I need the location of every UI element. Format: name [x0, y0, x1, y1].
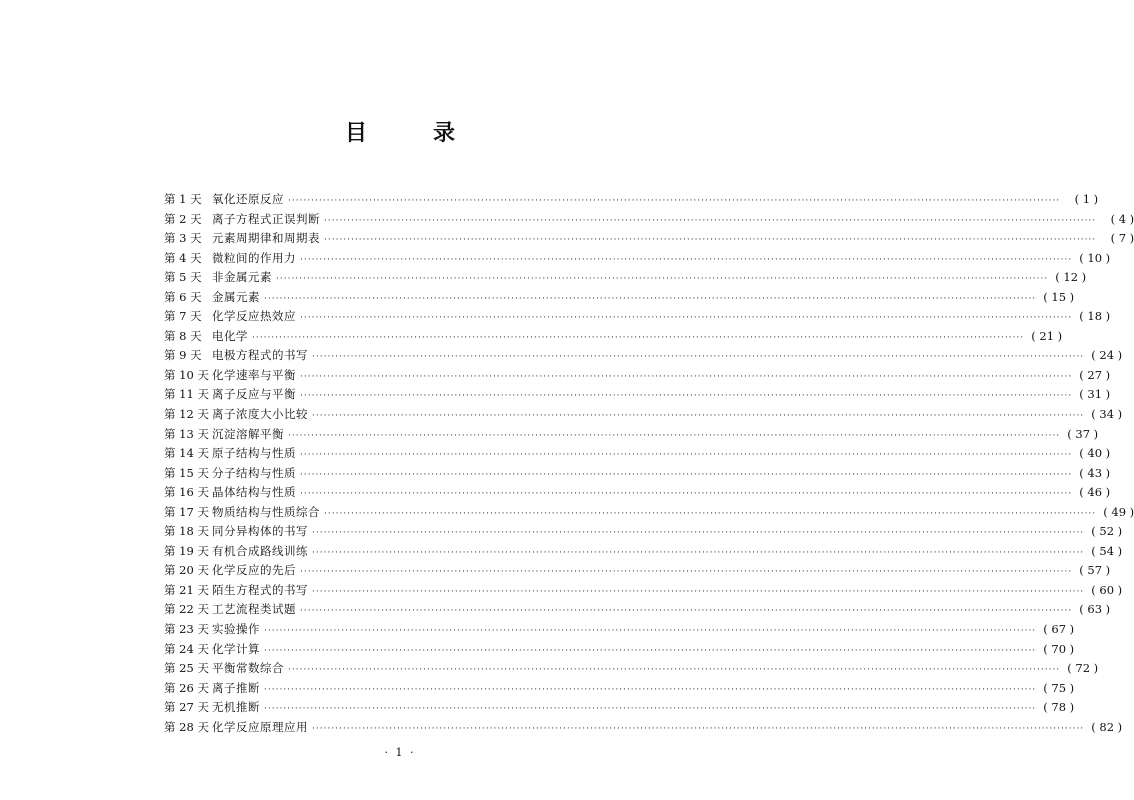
toc-entry-title: 离子反应与平衡: [212, 387, 296, 402]
toc-entry-title: 晶体结构与性质: [212, 485, 296, 500]
toc-dot-leader: ········································································································································································································: [312, 411, 1085, 422]
toc-page-number: ( 43 ): [1079, 465, 1111, 480]
toc-entry[interactable]: [164, 484, 1111, 504]
toc-entry[interactable]: [164, 641, 1075, 661]
toc-dot-leader: ········································································································································································································: [300, 450, 1073, 461]
toc-entry[interactable]: [164, 621, 1075, 641]
toc-day-label: 第 19 天: [164, 543, 209, 558]
toc-dot-leader: ········································································································································································································: [276, 274, 1049, 285]
toc-entry-title: 离子方程式正误判断: [212, 211, 320, 226]
toc-entry[interactable]: [164, 406, 1123, 426]
toc-day-label: 第 20 天: [164, 563, 209, 578]
toc-entry[interactable]: [164, 347, 1123, 367]
toc-dot-leader: ········································································································································································································: [300, 606, 1073, 617]
toc-page-number: ( 63 ): [1079, 602, 1111, 617]
toc-day-label: 第 24 天: [164, 641, 209, 656]
toc-entry-title: 电极方程式的书写: [212, 348, 308, 363]
toc-page-number: ( 10 ): [1079, 250, 1111, 265]
toc-entry[interactable]: [164, 660, 1099, 680]
toc-page-number: ( 40 ): [1079, 446, 1111, 461]
toc-entry-title: 化学反应热效应: [212, 309, 296, 324]
toc-dot-leader: ········································································································································································································: [312, 528, 1085, 539]
toc-dot-leader: ········································································································································································································: [288, 430, 1061, 441]
toc-day-label: 第 17 天: [164, 504, 209, 519]
toc-day-label: 第 22 天: [164, 602, 209, 617]
toc-entry-title: 化学反应的先后: [212, 563, 296, 578]
toc-entry-title: 实验操作: [212, 622, 260, 637]
toc-entry[interactable]: [164, 523, 1123, 543]
toc-page-number: ( 18 ): [1079, 309, 1111, 324]
toc-entry[interactable]: [164, 308, 1111, 328]
toc-entry[interactable]: [164, 191, 1099, 211]
toc-page-number: ( 24 ): [1091, 348, 1123, 363]
toc-entry-title: 金属元素: [212, 289, 260, 304]
toc-day-label: 第 25 天: [164, 661, 209, 676]
toc-page-number: ( 34 ): [1091, 407, 1123, 422]
toc-page-number: ( 4 ): [1110, 211, 1134, 226]
toc-entry[interactable]: [164, 582, 1123, 602]
toc-day-label: 第 15 天: [164, 465, 209, 480]
toc-dot-leader: ········································································································································································································: [324, 235, 1097, 246]
toc-dot-leader: ········································································································································································································: [324, 508, 1097, 519]
toc-page-number: ( 52 ): [1091, 524, 1123, 539]
toc-day-label: 第 6 天: [164, 289, 202, 304]
toc-entry-title: 同分异构体的书写: [212, 524, 308, 539]
toc-page-number: ( 46 ): [1079, 485, 1111, 500]
toc-day-label: 第 2 天: [164, 211, 202, 226]
toc-entry-title: 离子浓度大小比较: [212, 407, 308, 422]
toc-entry[interactable]: [164, 426, 1099, 446]
toc-page-number: ( 82 ): [1091, 719, 1123, 734]
toc-entry-title: 原子结构与性质: [212, 446, 296, 461]
toc-entry[interactable]: [164, 367, 1111, 387]
toc-day-label: 第 10 天: [164, 367, 209, 382]
toc-dot-leader: ········································································································································································································: [288, 196, 1061, 206]
toc-entry-title: 氧化还原反应: [212, 192, 284, 206]
toc-entry[interactable]: [164, 250, 1111, 270]
toc-entry[interactable]: [164, 562, 1111, 582]
toc-entry[interactable]: [164, 230, 1134, 250]
toc-page-number: ( 27 ): [1079, 367, 1111, 382]
toc-entry-title: 元素周期律和周期表: [212, 231, 320, 246]
toc-entry-title: 平衡常数综合: [212, 661, 284, 676]
toc-dot-leader: ········································································································································································································: [300, 391, 1073, 402]
toc-dot-leader: ········································································································································································································: [264, 684, 1037, 695]
toc-entry-title: 化学速率与平衡: [212, 367, 296, 382]
toc-day-label: 第 14 天: [164, 446, 209, 461]
toc-page-number: ( 60 ): [1091, 582, 1123, 597]
toc-entry-title: 电化学: [212, 328, 248, 343]
toc-page-number: ( 49 ): [1103, 504, 1134, 519]
toc-entry[interactable]: [164, 211, 1134, 231]
toc-dot-leader: ········································································································································································································: [300, 254, 1073, 265]
toc-dot-leader: ········································································································································································································: [264, 704, 1037, 715]
toc-entry[interactable]: [164, 289, 1075, 309]
toc-page-number: ( 21 ): [1031, 328, 1063, 343]
toc-dot-leader: ········································································································································································································: [288, 665, 1061, 676]
toc-entry-title: 化学反应原理应用: [212, 719, 308, 734]
toc-page-number: ( 54 ): [1091, 543, 1123, 558]
toc-entry-title: 工艺流程类试题: [212, 602, 296, 617]
page-title: 目 录: [344, 120, 477, 146]
toc-day-label: 第 4 天: [164, 250, 202, 265]
toc-day-label: 第 26 天: [164, 680, 209, 695]
toc-day-label: 第 27 天: [164, 700, 209, 715]
toc-dot-leader: ········································································································································································································: [264, 645, 1037, 656]
toc-dot-leader: ········································································································································································································: [264, 293, 1037, 304]
toc-entry-title: 微粒间的作用力: [212, 250, 296, 265]
toc-entry-title: 沉淀溶解平衡: [212, 426, 284, 441]
page-number: · 1 ·: [384, 746, 416, 759]
toc-entry-title: 物质结构与性质综合: [212, 504, 320, 519]
toc-entry[interactable]: [164, 719, 1123, 739]
toc-page-number: ( 72 ): [1067, 661, 1099, 676]
toc-dot-leader: ········································································································································································································: [300, 371, 1073, 382]
toc-page-number: ( 37 ): [1067, 426, 1099, 441]
toc-day-label: 第 1 天: [164, 192, 202, 206]
toc-entry-title: 有机合成路线训练: [212, 543, 308, 558]
toc-day-label: 第 7 天: [164, 309, 202, 324]
toc-page-number: ( 12 ): [1055, 270, 1087, 285]
toc-page-number: ( 57 ): [1079, 563, 1111, 578]
toc-day-label: 第 21 天: [164, 582, 209, 597]
toc-dot-leader: ········································································································································································································: [264, 626, 1037, 637]
table-of-contents: [164, 191, 1134, 738]
toc-dot-leader: ········································································································································································································: [300, 489, 1073, 500]
toc-page-number: ( 70 ): [1043, 641, 1075, 656]
toc-page-number: ( 67 ): [1043, 622, 1075, 637]
toc-entry[interactable]: [164, 601, 1111, 621]
toc-entry-title: 非金属元素: [212, 270, 272, 285]
toc-entry-title: 化学计算: [212, 641, 260, 656]
toc-dot-leader: ········································································································································································································: [312, 723, 1085, 734]
toc-entry[interactable]: [164, 445, 1111, 465]
toc-dot-leader: ········································································································································································································: [300, 567, 1073, 578]
toc-day-label: 第 23 天: [164, 622, 209, 637]
toc-page-number: ( 7 ): [1110, 231, 1134, 246]
toc-dot-leader: ········································································································································································································: [252, 332, 1025, 343]
toc-entry[interactable]: [164, 504, 1134, 524]
toc-page-number: ( 31 ): [1079, 387, 1111, 402]
toc-dot-leader: ········································································································································································································: [312, 586, 1085, 597]
toc-day-label: 第 3 天: [164, 231, 202, 246]
toc-day-label: 第 13 天: [164, 426, 209, 441]
toc-page-number: ( 78 ): [1043, 700, 1075, 715]
toc-entry[interactable]: [164, 386, 1111, 406]
toc-dot-leader: ········································································································································································································: [300, 313, 1073, 324]
toc-day-label: 第 11 天: [164, 387, 209, 402]
toc-dot-leader: ········································································································································································································: [324, 215, 1097, 226]
toc-day-label: 第 5 天: [164, 270, 202, 285]
toc-entry[interactable]: [164, 699, 1075, 719]
toc-entry[interactable]: [164, 328, 1063, 348]
toc-entry[interactable]: [164, 465, 1111, 485]
toc-dot-leader: ········································································································································································································: [312, 352, 1085, 363]
toc-entry-title: 分子结构与性质: [212, 465, 296, 480]
toc-entry-title: 陌生方程式的书写: [212, 582, 308, 597]
toc-entry[interactable]: [164, 269, 1087, 289]
toc-page-number: ( 75 ): [1043, 680, 1075, 695]
toc-entry-title: 离子推断: [212, 680, 260, 695]
toc-dot-leader: ········································································································································································································: [300, 469, 1073, 480]
toc-day-label: 第 28 天: [164, 719, 209, 734]
toc-dot-leader: ········································································································································································································: [312, 547, 1085, 558]
toc-entry-title: 无机推断: [212, 700, 260, 715]
toc-page-number: ( 15 ): [1043, 289, 1075, 304]
toc-page-number: ( 1 ): [1074, 192, 1099, 206]
toc-day-label: 第 8 天: [164, 328, 202, 343]
toc-entry[interactable]: [164, 680, 1075, 700]
toc-day-label: 第 16 天: [164, 485, 209, 500]
toc-day-label: 第 18 天: [164, 524, 209, 539]
toc-entry[interactable]: [164, 543, 1123, 563]
toc-day-label: 第 12 天: [164, 407, 209, 422]
toc-day-label: 第 9 天: [164, 348, 202, 363]
